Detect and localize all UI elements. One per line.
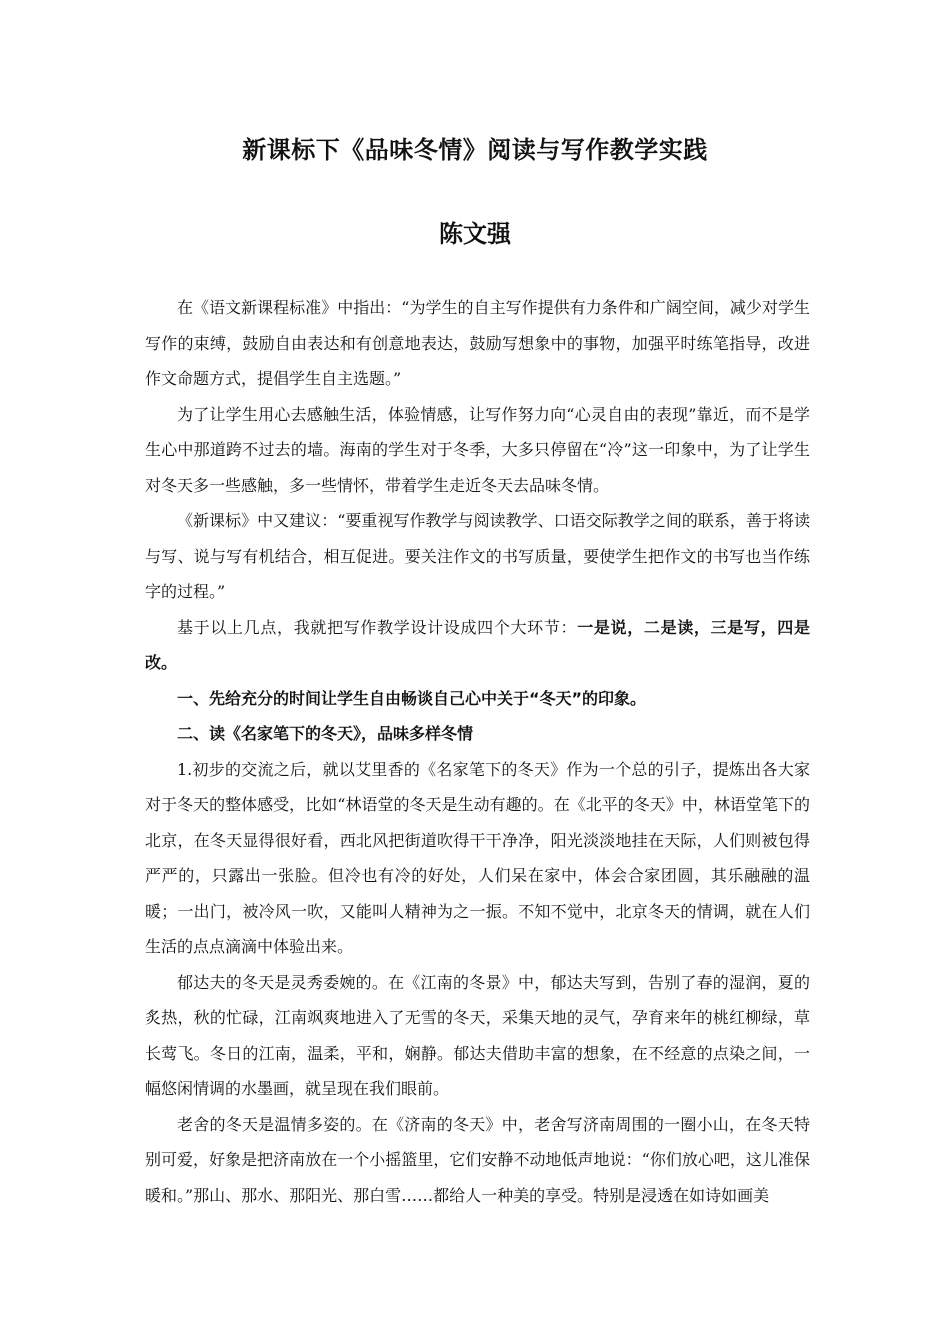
paragraph-lao-she: 老舍的冬天是温情多姿的。在《济南的冬天》中，老舍写济南周围的一圈小山，在冬天特别可爱，好象是把济南放在一个小摇篮里，它们安静不动地低声地说：“你们放心吧，这儿准保暖和。”那山、那水、那阳光、那白雪……都给人一种美的享受。特别是浸透在如诗如画美 xyxy=(145,1114,810,1205)
paragraph-lin-yutang: 1.初步的交流之后，就以艾里香的《名家笔下的冬天》作为一个总的引子，提炼出各大家对于冬天的整体感受，比如“林语堂的冬天是生动有趣的。在《北平的冬天》中，林语堂笔下的北京，在冬天显得很好看，西北风把街道吹得干干净净，阳光淡淡地挂在天际，人们则被包得严严的，只露出一张脸。但冷也有冷的好处，人们呆在家中，体会合家团圆，其乐融融的温暖；一出门，被冷风一吹，又能叫人精神为之一振。不知不觉中，北京冬天的情调，就在人们生活的点点滴滴中体验出来。 xyxy=(145,759,810,956)
paragraph-purpose: 为了让学生用心去感触生活，体验情感，让写作努力向“心灵自由的表现”靠近，而不是学生心中那道跨不过去的墙。海南的学生对于冬季，大多只停留在“冷”这一印象中，为了让学生对冬天多一些感触，多一些情怀，带着学生走近冬天去品味冬情。 xyxy=(145,404,810,495)
paragraph-curriculum-quote: 在《语文新课程标准》中指出：“为学生的自主写作提供有力条件和广阔空间，减少对学生写作的束缚，鼓励自由表达和有创意地表达，鼓励写想象中的事物，加强平时练笔指导，改进作文命题方式，提倡学生自主选题。” xyxy=(145,298,810,388)
paragraph-yu-dafu: 郁达夫的冬天是灵秀委婉的。在《江南的冬景》中，郁达夫写到，告别了春的湿润，夏的炙热，秋的忙碌，江南飒爽地进入了无雪的冬天，采集天地的灵气，孕育来年的桃红柳绿，草长莺飞。冬日的江南，温柔，平和，娴静。郁达夫借助丰富的想象，在不经意的点染之间，一幅悠闲情调的水墨画，就呈现在我们眼前。 xyxy=(145,972,810,1098)
section-heading-2: 二、读《名家笔下的冬天》，品味多样冬情 xyxy=(177,724,474,743)
four-steps-lead: 基于以上几点，我就把写作教学设计设成四个大环节： xyxy=(177,617,578,637)
section-heading-1: 一、先给充分的时间让学生自由畅谈自己心中关于“冬天”的印象。 xyxy=(177,688,647,708)
document-author: 陈文强 xyxy=(439,220,511,248)
document-title: 新课标下《品味冬情》阅读与写作教学实践 xyxy=(242,136,708,164)
paragraph-new-standard-quote: 《新课标》中又建议：“要重视写作教学与阅读教学、口语交际教学之间的联系，善于将读与写、说与写有机结合，相互促进。要关注作文的书写质量，要使学生把作文的书写也当作练字的过程。” xyxy=(145,511,810,601)
paragraph-four-steps xyxy=(145,610,810,681)
four-steps-emphasis: 一是说，二是读，三是写，四是改。 xyxy=(145,617,810,672)
document-body xyxy=(145,290,810,1213)
